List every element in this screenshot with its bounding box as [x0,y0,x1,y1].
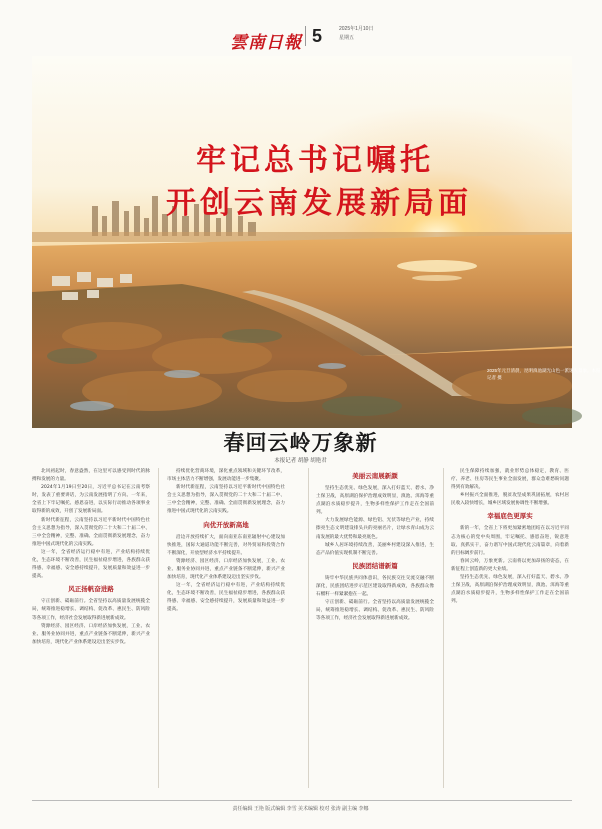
hero-photo [32,56,601,428]
paragraph: 新时代新征程，云南坚持以习近平新时代中国特色社会主义思想为指导，深入贯彻党的二十大和二十届二中、三中全会精神，完整、准确、全面贯彻新发展理念，奋力推进中国式现代化的云南实践。 [32,517,150,547]
paragraph: 坚持生态优先、绿色发展，深入打好蓝天、碧水、净土保卫战，高原湖泊保护治理成效明显，滇池、洱海等重点湖泊水质稳步提升，生物多样性保护工作走在全国前列。 [451,575,569,605]
column-divider [308,468,309,788]
paragraph: 守正创新、砥砺前行。全省坚持以高质量发展统揽全局，统筹推进稳增长、调结构、促改革、惠民生、防风险等各项工作，经济社会发展取得新进展新成效。 [32,599,150,621]
issue-weekday: 星期五 [339,35,355,41]
column-divider [443,468,444,788]
paragraph: 春回云岭，万象更新。云南将以更加昂扬的姿态，在新征程上创造新的更大业绩。 [451,558,569,572]
paragraph: 北风初起时，春意盎然，在这里可以感受到时代的脉搏和发展的力量。 [32,469,150,483]
footer-divider [32,800,572,801]
article-title: 春回云岭万象新 [223,430,378,455]
section-heading: 美丽云南展新颜 [352,472,398,480]
paragraph: 这一年，全省经济运行稳中有进，产业结构持续优化，生态环境不断改善，民生福祉稳步增进，各族群众获得感、幸福感、安全感持续提升，发展质量和效益进一步提高。 [167,583,285,613]
headline-line-1: 牢记总书记嘱托 [196,143,434,178]
section-heading: 向优开放新高地 [203,520,249,529]
paragraph: 民生保障持续加强，就业形势总体稳定，教育、医疗、养老、住房等民生事业全面发展，群众急难愁盼问题得到有效解决。 [451,469,569,491]
paragraph: 资源经济、园区经济、口岸经济加快发展，工业、农业、服务业协同并进，重点产业链条不断延伸，新兴产业加快培育，现代化产业体系建设迈出坚实步伐。 [32,623,150,645]
paragraph: 沿边开放持续扩大，面向南亚东南亚辐射中心建设加快推进，国际大通道功能不断完善，对外贸易和投资合作不断深化，开放型经济水平持续提升。 [167,534,285,556]
section-heading: 民族团结谱新篇 [352,561,398,570]
paragraph: 资源经济、园区经济、口岸经济加快发展，工业、农业、服务业协同并进，重点产业链条不断延伸，新兴产业加快培育，现代化产业体系建设迈出坚实步伐。 [167,558,285,581]
issue-date: 2025年1月10日 [339,26,374,32]
page-number: 5 [305,26,322,46]
paragraph: 铸牢中华民族共同体意识，各民族交往交流交融不断深化，民族团结进步示范区建设取得新成效，各族群众像石榴籽一样紧紧抱在一起。 [316,575,434,598]
paragraph: 城乡人居环境持续改善，美丽乡村建设深入推进，生态产品价值实现机制不断完善。 [316,542,434,556]
paragraph: 坚持生态优先、绿色发展，深入打好蓝天、碧水、净土保卫战，高原湖泊保护治理成效明显，滇池、洱海等重点湖泊水质稳步提升，生物多样性保护工作走在全国前列。 [316,486,434,516]
section-heading: 风正扬帆奋进路 [68,585,114,594]
article-column-3 [316,468,434,790]
article-byline: 本报记者 胡静 胡艳君 [274,458,327,464]
paragraph: 持续优化营商环境，深化重点领域和关键环节改革，市场主体活力不断增强，发展动能进一步集聚。 [167,469,285,483]
article-column-2 [167,468,285,790]
column-divider [158,468,159,788]
headline-line-2: 开创云南发展新局面 [166,186,472,221]
paragraph: 这一年，全省经济运行稳中有进，产业结构持续优化，生态环境不断改善，民生福祉稳步增进，各族群众获得感、幸福感、安全感持续提升，发展质量和效益进一步提高。 [32,549,150,580]
article-column-1 [32,468,150,790]
paragraph: 守正创新、砥砺前行。全省坚持以高质量发展统揽全局，统筹推进稳增长、调结构、促改革、惠民生、防风险等各项工作，经济社会发展取得新进展新成效。 [316,600,434,622]
page-footer: 责任编辑 王艳 版式编辑 李雪 美术编辑 校对 张涛 副主编 李娜 [232,806,369,812]
section-heading: 幸福底色更厚实 [487,512,533,521]
paragraph: 新时代新征程，云南坚持以习近平新时代中国特色社会主义思想为指导，深入贯彻党的二十大和二十届二中、三中全会精神，完整、准确、全面贯彻新发展理念，奋力推进中国式现代化的云南实践。 [167,485,285,515]
photo-caption: 2025年元旦清晨，昆明滇池湖光山色一派迷人景象。本报记者 摄 [487,368,601,380]
masthead [22,8,582,53]
newspaper-logo: 雲南日報 [230,33,302,53]
paragraph: 大力发展绿色能源、绿色铝、光伏等绿色产业，持续擦亮生态文明建设排头兵的亮丽名片，让绿水青山成为云南发展的最大优势和最亮底色。 [316,518,434,540]
date-line [339,25,373,43]
paragraph: 乡村振兴全面推进，脱贫攻坚成果巩固拓展，农村居民收入较快增长，城乡区域发展协调性不断增强。 [451,493,569,507]
paragraph: 新的一年，全省上下将更加紧密地团结在以习近平同志为核心的党中央周围，牢记嘱托、感恩奋进，锐意进取、真抓实干，奋力谱写中国式现代化云南篇章，向着新的目标阔步前行。 [451,526,569,556]
article-column-4 [451,468,569,790]
paragraph: 2024年1月19日至20日，习近平总书记在云南考察时，发表了重要讲话，为云南发展指明了方向。一年来，全省上下牢记嘱托、感恩奋进，以实际行动推动各项事业取得新的成效，开创了发展新局面。 [32,485,150,515]
